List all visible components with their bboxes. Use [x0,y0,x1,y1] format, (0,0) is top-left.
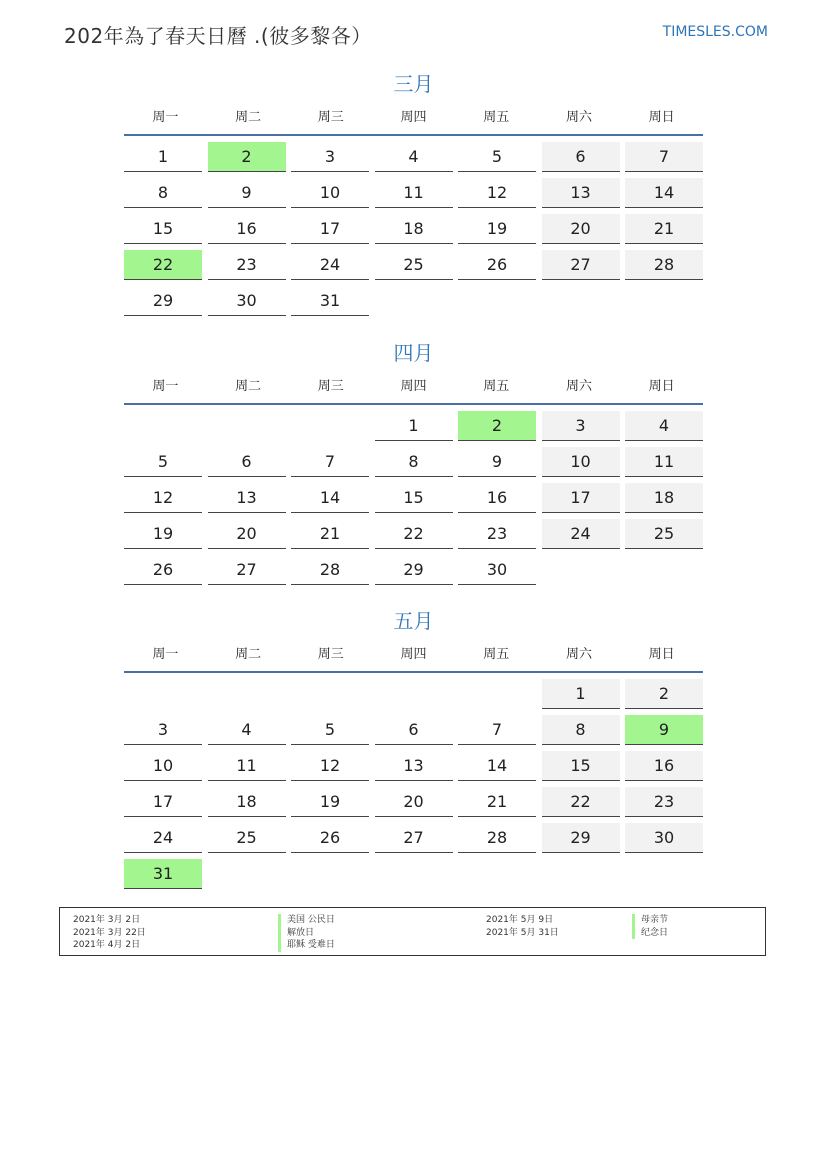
day-cell[interactable]: 17 [291,214,369,244]
day-cell[interactable]: 20 [542,214,620,244]
day-cell[interactable]: 25 [208,823,286,853]
weekday-label: 周一 [152,379,179,394]
holiday-day-cell[interactable]: 9 [625,715,703,745]
weekday-label: 周二 [235,379,262,394]
weekday-header [124,643,703,673]
day-cell[interactable]: 7 [458,715,536,745]
day-cell[interactable]: 28 [625,250,703,280]
empty-day-cell [375,286,453,316]
day-cell[interactable]: 16 [458,483,536,513]
month-title: 四月 [393,341,434,365]
weekday-header [124,106,703,136]
week-row [124,447,703,483]
day-cell[interactable]: 30 [625,823,703,853]
month-title: 五月 [393,609,434,633]
empty-day-cell [124,679,202,709]
week-row [124,214,703,250]
day-cell[interactable]: 13 [375,751,453,781]
empty-day-cell [542,859,620,889]
week-row [124,715,703,751]
day-cell[interactable]: 13 [542,178,620,208]
legend-holiday-name: 解放日 [278,927,335,940]
day-cell[interactable]: 29 [542,823,620,853]
weeks-grid [124,679,703,895]
day-cell[interactable]: 21 [291,519,369,549]
day-cell[interactable]: 20 [375,787,453,817]
day-cell[interactable]: 11 [375,178,453,208]
weekday-label: 周三 [317,110,344,125]
empty-day-cell [291,679,369,709]
day-cell[interactable]: 5 [458,142,536,172]
legend-holiday-name: 美国 公民日 [278,914,335,927]
weekday-label: 周日 [648,379,675,394]
day-cell[interactable]: 25 [375,250,453,280]
day-cell[interactable]: 15 [124,214,202,244]
day-cell[interactable]: 23 [458,519,536,549]
week-row [124,823,703,859]
legend-names-left [278,914,335,952]
day-cell[interactable]: 28 [458,823,536,853]
week-row [124,483,703,519]
weeks-grid [124,411,703,591]
day-cell[interactable]: 15 [542,751,620,781]
month-title: 三月 [393,72,434,96]
empty-day-cell [291,411,369,441]
day-cell[interactable]: 6 [375,715,453,745]
month-march [124,68,703,322]
day-cell[interactable]: 8 [124,178,202,208]
day-cell[interactable]: 19 [124,519,202,549]
day-cell[interactable]: 14 [291,483,369,513]
day-cell[interactable]: 27 [375,823,453,853]
day-cell[interactable]: 30 [208,286,286,316]
day-cell[interactable]: 14 [625,178,703,208]
day-cell[interactable]: 9 [458,447,536,477]
day-cell[interactable]: 14 [458,751,536,781]
day-cell[interactable]: 24 [542,519,620,549]
day-cell[interactable]: 5 [124,447,202,477]
week-row [124,178,703,214]
day-cell[interactable]: 20 [208,519,286,549]
day-cell[interactable]: 19 [291,787,369,817]
weekday-label: 周三 [317,647,344,662]
day-cell[interactable]: 16 [208,214,286,244]
weekday-label: 周六 [565,647,592,662]
day-cell[interactable]: 1 [375,411,453,441]
day-cell[interactable]: 10 [124,751,202,781]
weekday-label: 周日 [648,110,675,125]
day-cell[interactable]: 26 [124,555,202,585]
empty-day-cell [291,859,369,889]
day-cell[interactable]: 8 [542,715,620,745]
day-cell[interactable]: 16 [625,751,703,781]
day-cell[interactable]: 3 [542,411,620,441]
weekday-header [124,375,703,405]
day-cell[interactable]: 18 [208,787,286,817]
week-row [124,519,703,555]
day-cell[interactable]: 21 [625,214,703,244]
empty-day-cell [625,286,703,316]
week-row [124,286,703,322]
day-cell[interactable]: 3 [124,715,202,745]
day-cell[interactable]: 22 [375,519,453,549]
day-cell[interactable]: 26 [458,250,536,280]
day-cell[interactable]: 11 [208,751,286,781]
weekday-label: 周四 [400,647,427,662]
legend-holiday-name: 耶稣 受难日 [278,939,335,952]
week-row [124,679,703,715]
weekday-label: 周五 [483,110,510,125]
weekday-label: 周四 [400,379,427,394]
day-cell[interactable]: 29 [124,286,202,316]
day-cell[interactable]: 13 [208,483,286,513]
empty-day-cell [458,286,536,316]
weekday-label: 周五 [483,379,510,394]
weekday-label: 周日 [648,647,675,662]
day-cell[interactable]: 28 [291,555,369,585]
week-row [124,250,703,286]
weekday-label: 周六 [565,379,592,394]
week-row [124,555,703,591]
weekday-label: 周三 [317,379,344,394]
legend-holiday-date: 2021年 5月 31日 [486,927,559,938]
day-cell[interactable]: 10 [291,178,369,208]
weekday-label: 周五 [483,647,510,662]
empty-day-cell [124,411,202,441]
day-cell[interactable]: 1 [124,142,202,172]
day-cell[interactable]: 5 [291,715,369,745]
weekday-label: 周六 [565,110,592,125]
legend-holiday-name: 母亲节 [632,914,668,927]
day-cell[interactable]: 4 [208,715,286,745]
day-cell[interactable]: 21 [458,787,536,817]
day-cell[interactable]: 9 [208,178,286,208]
empty-day-cell [458,859,536,889]
page-title: 202年為了春天日曆 .(彼多黎各） [64,24,372,48]
day-cell[interactable]: 4 [375,142,453,172]
legend-holiday-date: 2021年 5月 9日 [486,915,554,925]
holiday-day-cell[interactable]: 2 [208,142,286,172]
day-cell[interactable]: 27 [542,250,620,280]
day-cell[interactable]: 29 [375,555,453,585]
month-april [124,337,703,591]
weeks-grid [124,142,703,322]
day-cell[interactable]: 31 [291,286,369,316]
day-cell[interactable]: 25 [625,519,703,549]
day-cell[interactable]: 23 [625,787,703,817]
holiday-day-cell[interactable]: 22 [124,250,202,280]
empty-day-cell [625,555,703,585]
week-row [124,787,703,823]
week-row [124,859,703,895]
day-cell[interactable]: 17 [124,787,202,817]
day-cell[interactable]: 8 [375,447,453,477]
day-cell[interactable]: 15 [375,483,453,513]
day-cell[interactable]: 10 [542,447,620,477]
day-cell[interactable]: 26 [291,823,369,853]
day-cell[interactable]: 18 [375,214,453,244]
empty-day-cell [458,679,536,709]
day-cell[interactable]: 11 [625,447,703,477]
weekday-label: 周二 [235,647,262,662]
day-cell[interactable]: 30 [458,555,536,585]
legend-holiday-date: 2021年 3月 2日 [73,915,141,925]
empty-day-cell [375,859,453,889]
day-cell[interactable]: 6 [208,447,286,477]
empty-day-cell [208,679,286,709]
empty-day-cell [375,679,453,709]
weekday-label: 周一 [152,647,179,662]
day-cell[interactable]: 3 [291,142,369,172]
legend-holiday-name: 纪念日 [632,927,668,940]
holiday-legend [59,907,766,956]
day-cell[interactable]: 18 [625,483,703,513]
site-link[interactable]: TIMESLES.COM [662,24,768,40]
weekday-label: 周一 [152,110,179,125]
day-cell[interactable]: 2 [625,679,703,709]
empty-day-cell [625,859,703,889]
day-cell[interactable]: 12 [291,751,369,781]
week-row [124,142,703,178]
holiday-day-cell[interactable]: 31 [124,859,202,889]
weekday-label: 周四 [400,110,427,125]
day-cell[interactable]: 6 [542,142,620,172]
day-cell[interactable]: 17 [542,483,620,513]
weekday-label: 周二 [235,110,262,125]
day-cell[interactable]: 24 [124,823,202,853]
day-cell[interactable]: 23 [208,250,286,280]
day-cell[interactable]: 27 [208,555,286,585]
empty-day-cell [542,286,620,316]
day-cell[interactable]: 7 [291,447,369,477]
empty-day-cell [208,859,286,889]
legend-dates-left [73,914,146,952]
day-cell[interactable]: 12 [124,483,202,513]
empty-day-cell [208,411,286,441]
day-cell[interactable]: 7 [625,142,703,172]
legend-dates-right [486,914,559,939]
legend-holiday-date: 2021年 3月 22日 [73,927,146,938]
month-may [124,605,703,895]
day-cell[interactable]: 19 [458,214,536,244]
week-row [124,411,703,447]
day-cell[interactable]: 1 [542,679,620,709]
day-cell[interactable]: 24 [291,250,369,280]
holiday-day-cell[interactable]: 2 [458,411,536,441]
legend-holiday-date: 2021年 4月 2日 [73,940,141,950]
day-cell[interactable]: 12 [458,178,536,208]
empty-day-cell [542,555,620,585]
day-cell[interactable]: 22 [542,787,620,817]
week-row [124,751,703,787]
day-cell[interactable]: 4 [625,411,703,441]
legend-names-right [632,914,668,939]
